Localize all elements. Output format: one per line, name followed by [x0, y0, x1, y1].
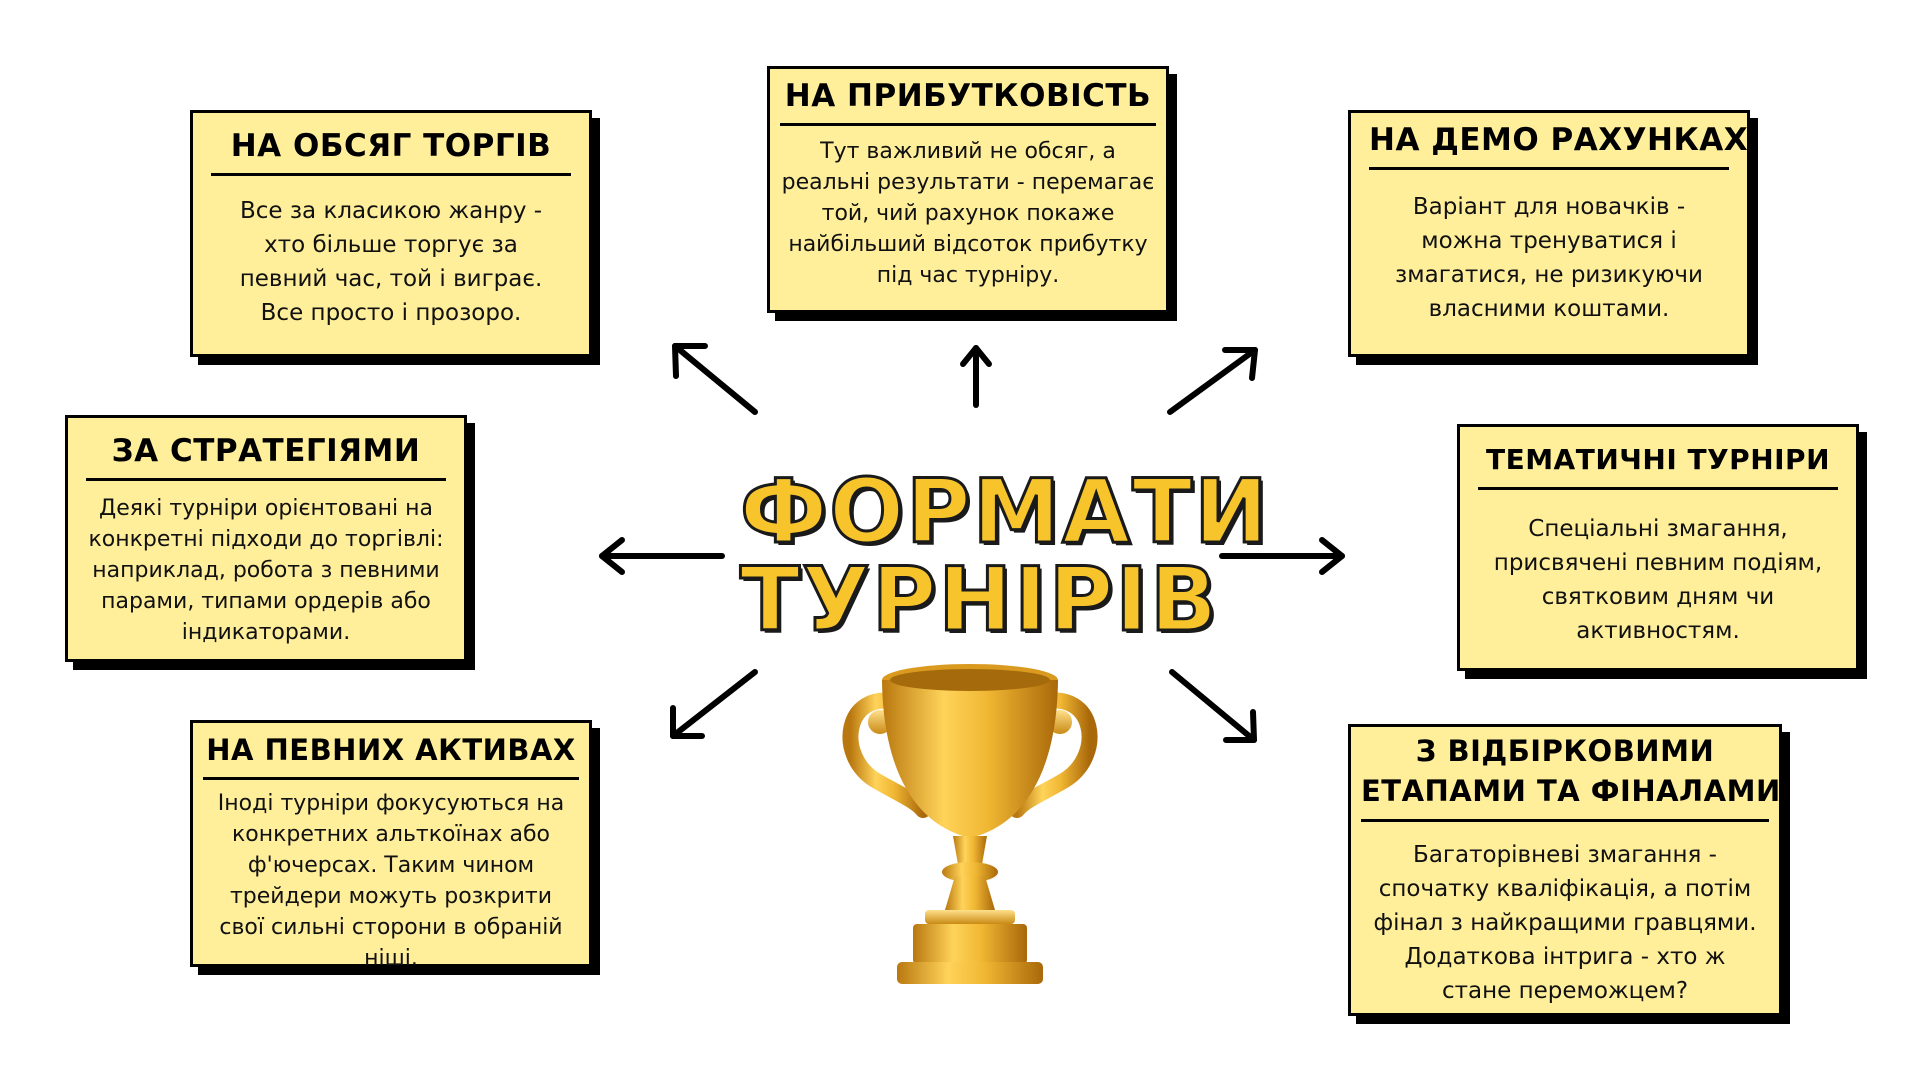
card-assets [190, 720, 592, 971]
card-body: Деякі турніри орієнтовані на конкретні підходи до торгівлі: наприклад, робота з певними парами, типами ордерів або індикаторами. [88, 496, 444, 645]
card-title-line2: ЕТАПАМИ ТА ФІНАЛАМИ [1361, 774, 1781, 808]
arrow-icon-down-right [1172, 672, 1254, 740]
card-body: Тут важливий не обсяг, а реальні результати - перемагає той, чий рахунок покаже найбільший відсоток прибутку під час турніру. [781, 139, 1155, 288]
arrow-icon-up [963, 348, 989, 405]
card-profit [767, 66, 1169, 313]
card-body: Все за класикою жанру - хто більше торгує за певний час, той і виграє. Все просто і прозоро. [239, 198, 543, 326]
arrow-icon-up-right [1170, 350, 1255, 412]
card-title: НА ОБСЯГ ТОРГІВ [211, 127, 571, 176]
main-title-line1: ФОРМАТИ [740, 460, 1270, 563]
trophy-icon [835, 660, 1105, 990]
main-title [740, 460, 1270, 651]
card-body: Іноді турніри фокусуються на конкретних альткоїнах або ф'ючерсах. Таким чином трейдери можуть розкрити свої сильні сторони в обраній ніші. [217, 791, 565, 971]
arrow-icon-left [602, 540, 722, 572]
arrow-icon-down-left [673, 672, 755, 736]
card-thematic [1457, 424, 1859, 671]
main-title-line2: ТУРНІРІВ [740, 548, 1220, 651]
card-title: НА ПЕВНИХ АКТИВАХ [203, 731, 579, 780]
card-title: ТЕМАТИЧНІ ТУРНІРИ [1478, 441, 1838, 490]
card-body: Спеціальні змагання, присвячені певним подіям, святковим дням чи активностям. [1493, 516, 1823, 644]
card-title: ЗА СТРАТЕГІЯМИ [86, 432, 446, 481]
card-body: Варіант для новачків - можна тренуватися і змагатися, не ризикуючи власними коштами. [1395, 194, 1703, 322]
card-qualifying [1348, 724, 1782, 1016]
card-demo [1348, 110, 1750, 357]
card-title: НА ПРИБУТКОВІСТЬ [780, 77, 1156, 126]
card-title [1361, 731, 1781, 822]
card-title: НА ДЕМО РАХУНКАХ [1369, 121, 1729, 170]
arrow-icon-up-left [675, 346, 755, 412]
card-strategy [65, 415, 467, 662]
card-body: Багаторівневі змагання - спочатку кваліфікація, а потім фінал з найкращими гравцями. Додаткова інтрига - хто ж стане переможцем? [1373, 842, 1757, 1004]
card-title-line1: З ВІДБІРКОВИМИ [1415, 734, 1715, 768]
card-volume [190, 110, 592, 357]
